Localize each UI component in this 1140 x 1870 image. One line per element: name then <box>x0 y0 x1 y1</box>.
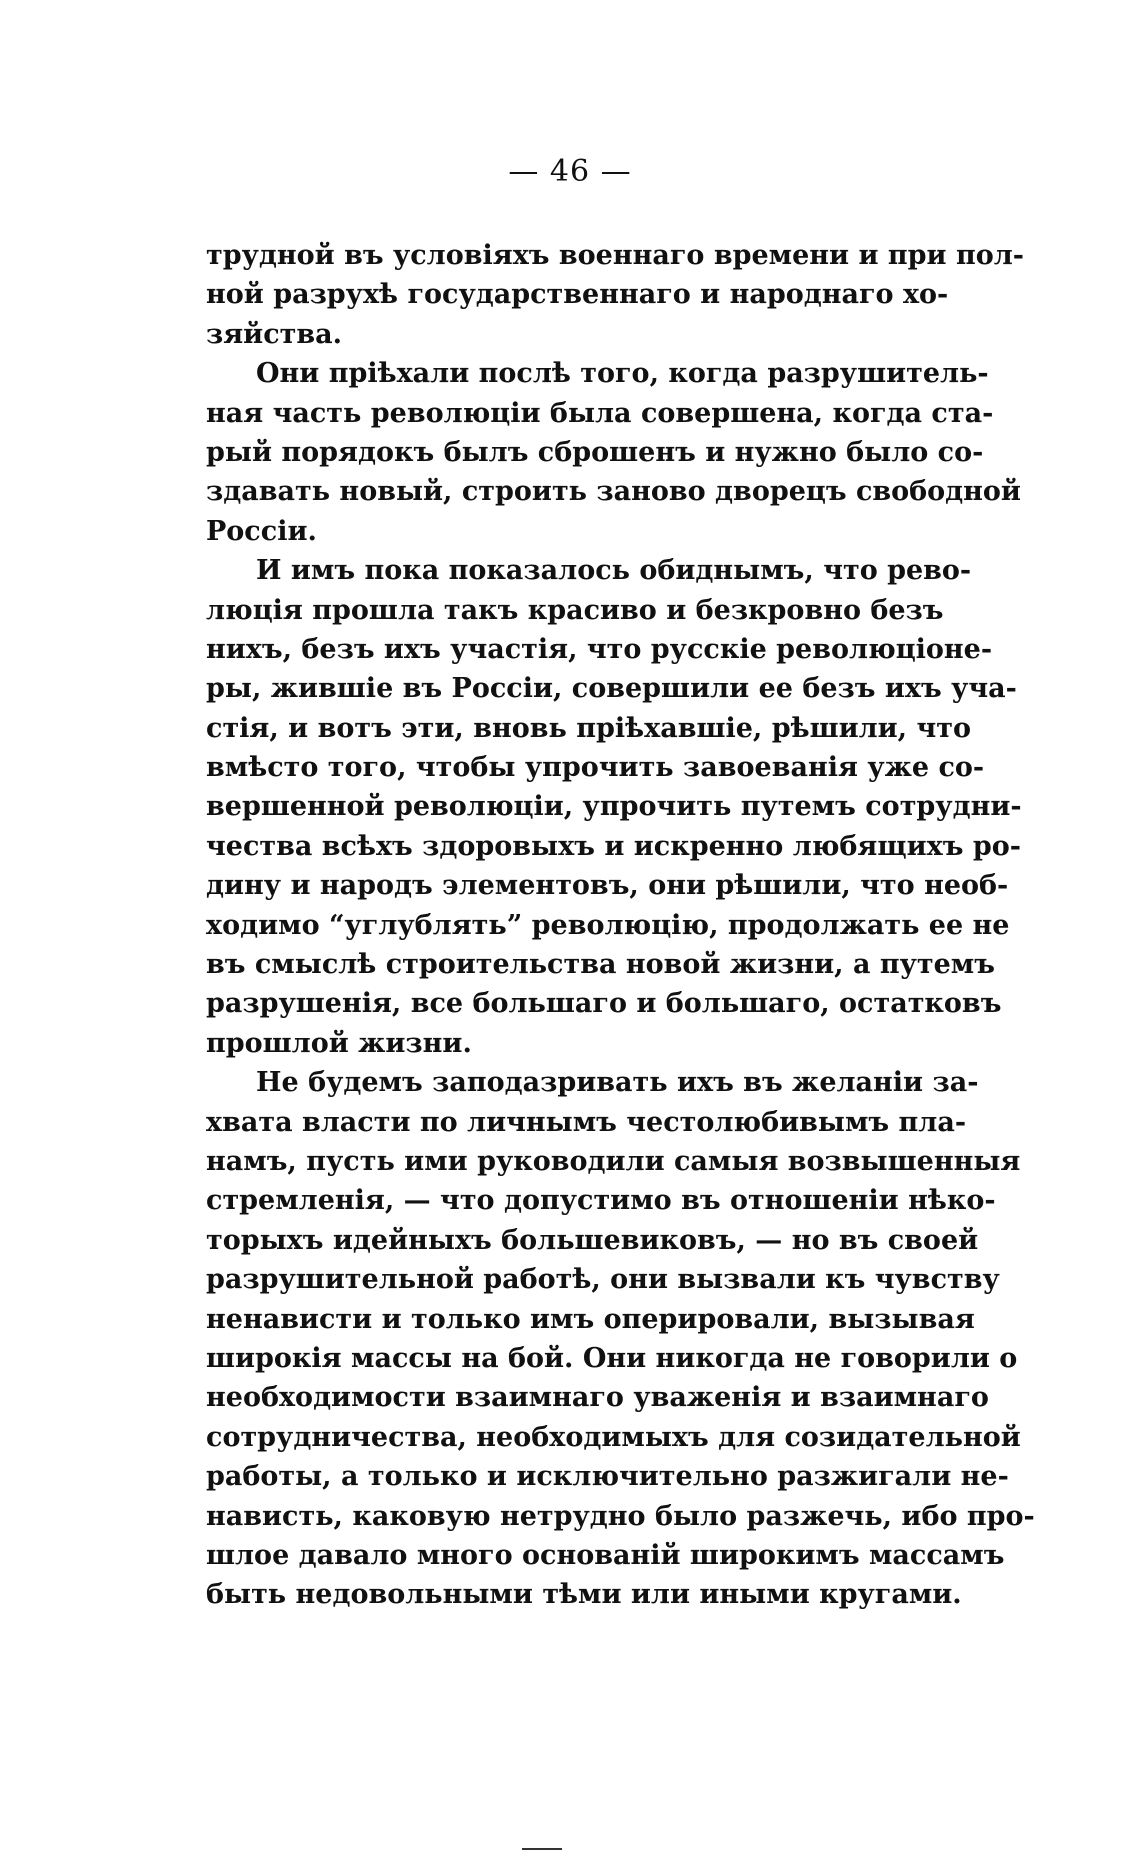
text-line: прошлой жизни. <box>206 1027 472 1059</box>
text-line: хвата власти по личнымъ честолюбивымъ пла- <box>206 1106 967 1138</box>
text-line: разрушительной работѣ, они вызвали къ чувству <box>206 1264 1000 1296</box>
text-line: шлое давало много основаній широкимъ массамъ <box>206 1539 1005 1571</box>
text-line: разрушенія, все большаго и большаго, остатковъ <box>206 988 1002 1020</box>
text-line: здавать новый, строить заново дворецъ свободной <box>206 476 1021 508</box>
text-line: И имъ пока показалось обиднымъ, что рево- <box>256 555 972 587</box>
text-line: намъ, пусть ими руководили самыя возвышенныя <box>206 1145 1021 1177</box>
text-line: быть недовольными тѣми или иными кругами. <box>206 1579 962 1611</box>
text-line: ходимо “углублять” революцію, продолжать ее не <box>206 909 1010 941</box>
text-line: нависть, каковую нетрудно было разжечь, ибо про- <box>206 1500 1035 1532</box>
text-line: стія, и вотъ эти, вновь пріѣхавшіе, рѣшили, что <box>206 712 971 744</box>
text-line: Не будемъ заподазривать ихъ въ желаніи за- <box>256 1067 979 1099</box>
text-line: дину и народъ элементовъ, они рѣшили, что необ- <box>206 870 1009 902</box>
text-line: вмѣсто того, чтобы упрочить завоеванія уже со- <box>206 752 985 784</box>
text-line: Они пріѣхали послѣ того, когда разрушитель- <box>256 358 989 390</box>
text-line: торыхъ идейныхъ большевиковъ, — но въ своей <box>206 1224 979 1256</box>
body-text <box>206 236 1035 1615</box>
text-line: ной разрухѣ государственнаго и народнаго хо- <box>206 279 949 311</box>
text-line: сотрудничества, необходимыхъ для созидательной <box>206 1421 1021 1453</box>
text-line: ная часть революціи была совершена, когда ста- <box>206 397 994 429</box>
footer-rule <box>522 1848 562 1850</box>
text-line: чества всѣхъ здоровыхъ и искренно любящихъ ро- <box>206 830 1021 862</box>
page-number: — 46 — <box>508 154 632 189</box>
text-line: работы, а только и исключительно разжигали не- <box>206 1461 1009 1493</box>
text-line: ры, жившіе въ Россіи, совершили ее безъ ихъ уча- <box>206 673 1017 705</box>
text-line: широкія массы на бой. Они никогда не говорили о <box>206 1342 1018 1374</box>
text-line: въ смыслѣ строительства новой жизни, а путемъ <box>206 949 995 981</box>
text-line: вершенной революціи, упрочить путемъ сотрудни- <box>206 791 1022 823</box>
text-line: зяйства. <box>206 318 343 350</box>
text-line: люція прошла такъ красиво и безкровно безъ <box>206 594 944 626</box>
text-line: рый порядокъ былъ сброшенъ и нужно было со- <box>206 436 984 468</box>
text-line: нихъ, безъ ихъ участія, что русскіе революціоне- <box>206 633 993 665</box>
text-line: трудной въ условіяхъ военнаго времени и при пол- <box>206 240 1024 271</box>
text-line: стремленія, — что допустимо въ отношеніи нѣко- <box>206 1185 996 1217</box>
text-line: Россіи. <box>206 515 317 547</box>
text-line: необходимости взаимнаго уваженія и взаимнаго <box>206 1382 989 1414</box>
text-line: ненависти и только имъ оперировали, вызывая <box>206 1303 975 1335</box>
